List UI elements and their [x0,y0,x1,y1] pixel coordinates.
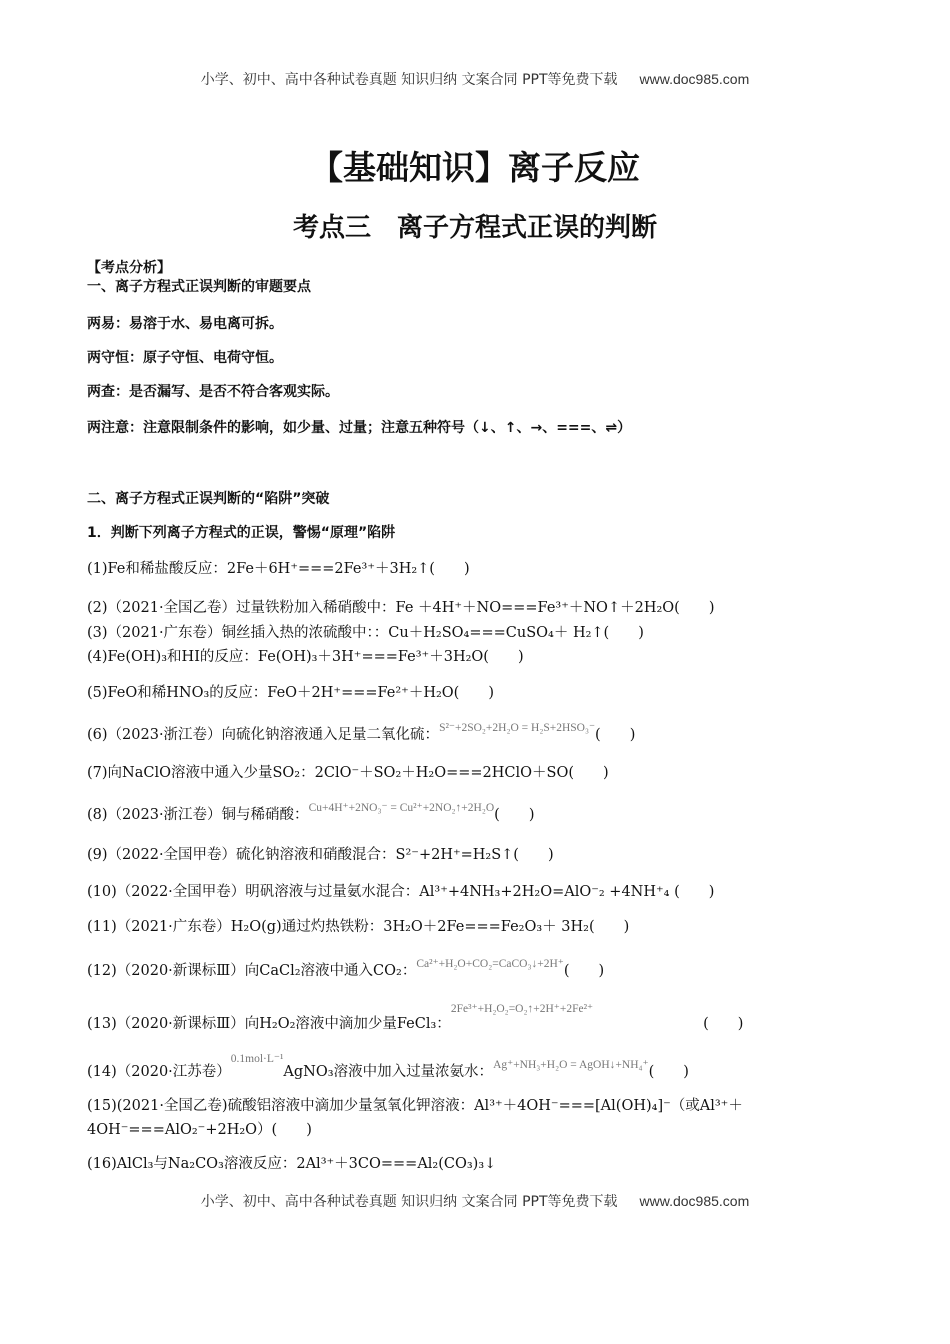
rule-two-conservation: 两守恒：原子守恒、电荷守恒。 [87,350,283,366]
page-header [0,69,950,89]
rule-two-checks: 两查：是否漏写、是否不符合客观实际。 [87,384,339,400]
footer-text: 小学、初中、高中各种试卷真题 知识归纳 文案合同 PPT等免费下载 [200,1194,618,1210]
question-4: (4)Fe(OH)₃和HI的反应：Fe(OH)₃＋3H⁺===Fe³⁺＋3H₂O( ) [87,649,524,665]
question-12-equation: Ca²⁺+H₂O+CO₂=CaCO₃↓+2H⁺ [416,958,564,970]
rule-two-notes: 两注意：注意限制条件的影响，如少量、过量；注意五种符号（↓、↑、→、===、⇌） [87,420,632,436]
question-8 [87,803,877,824]
question-15: (15)(2021·全国乙卷)硫酸铝溶液中滴加少量氢氧化钾溶液：Al³⁺＋4OH⁻===[Al(OH)₄]⁻（或Al³⁺＋4OH⁻===AlO₂⁻+2H₂O）( ) [87,1098,743,1138]
page-title: 【基础知识】离子反应 [310,148,640,187]
question-10: (10)（2022·全国甲卷）明矾溶液与过量氨水混合：Al³⁺+4NH₃+2H₂O=AlO⁻₂ +4NH⁺₄ ( ) [87,884,715,900]
question-12 [87,959,877,980]
section-label: 【考点分析】 [87,260,171,276]
question-12-text: (12)（2020·新课标Ⅲ）向CaCl₂溶液中通入CO₂： [87,963,417,979]
question-14-text: (14)（2020·江苏卷） [87,1064,231,1080]
question-14-blank: ( ) [648,1064,689,1080]
question-6-blank: ( ) [595,727,636,743]
question-14-equation: Ag⁺+NH₃+H₂O = AgOH↓+NH₄⁺ [493,1059,649,1071]
question-2: (2)（2021·全国乙卷）过量铁粉加入稀硝酸中：Fe ＋4H⁺＋NO===Fe³⁺＋NO↑＋2H₂O( ) [87,600,715,616]
question-8-equation: Cu+4H⁺+2NO₃⁻ = Cu²⁺+2NO₂↑+2H₂O [308,802,495,814]
question-8-blank: ( ) [494,807,535,823]
question-8-text: (8)（2023·浙江卷）铜与稀硝酸： [87,807,309,823]
question-7: (7)向NaClO溶液中通入少量SO₂：2ClO⁻＋SO₂＋H₂O===2HClO＋SO( ) [87,765,609,781]
question-9: (9)（2022·全国甲卷）硫化钠溶液和硝酸混合：S²⁻+2H⁺=H₂S↑( ) [87,847,554,863]
question-14-concentration: 0.1mol·L⁻¹ [230,1053,284,1065]
footer-url[interactable]: www.doc985.com [639,1193,750,1209]
part2-subheading: 1．判断下列离子方程式的正误，警惕“原理”陷阱 [87,525,396,541]
question-12-blank: ( ) [563,963,605,979]
part1-heading: 一、离子方程式正误判断的审题要点 [87,279,311,295]
part2-heading: 二、离子方程式正误判断的“陷阱”突破 [87,491,330,507]
question-1: (1)Fe和稀盐酸反应：2Fe＋6H⁺===2Fe³⁺＋3H₂↑( ) [87,561,470,577]
question-16: (16)AlCl₃与Na₂CO₃溶液反应：2Al³⁺＋3CO===Al₂(CO₃)₃↓ [87,1156,497,1172]
question-6-equation: S²⁻+2SO₂+2H₂O = H₂S+2HSO₃⁻ [439,722,596,734]
page-subtitle: 考点三 离子方程式正误的判断 [292,213,657,243]
rule-two-easy: 两易：易溶于水、易电离可拆。 [87,316,283,332]
question-14-mid: AgNO₃溶液中加入过量浓氨水： [283,1064,494,1080]
question-6-text: (6)（2023·浙江卷）向硫化钠溶液通入足量二氧化硫： [87,727,440,743]
question-13-equation: 2Fe³⁺+H₂O₂=O₂↑+2H⁺+2Fe²⁺ [450,1003,594,1015]
question-13 [87,1003,877,1033]
question-11: (11)（2021·广东卷）H₂O(g)通过灼热铁粉：3H₂O＋2Fe===Fe₂O₃＋ 3H₂( ) [87,919,630,935]
question-3: (3)（2021·广东卷）铜丝插入热的浓硫酸中：：Cu＋H₂SO₄===CuSO₄＋ H₂↑( ) [87,625,644,641]
header-url[interactable]: www.doc985.com [639,71,750,87]
question-13-text: (13)（2020·新课标Ⅲ）向H₂O₂溶液中滴加少量FeCl₃： [87,1016,451,1032]
page-footer [0,1191,950,1211]
question-6 [87,723,877,744]
header-text: 小学、初中、高中各种试卷真题 知识归纳 文案合同 PPT等免费下载 [200,72,618,88]
question-5: (5)FeO和稀HNO₃的反应：FeO＋2H⁺===Fe²⁺＋H₂O( ) [87,685,494,701]
question-13-blank: ( ) [703,1016,744,1032]
